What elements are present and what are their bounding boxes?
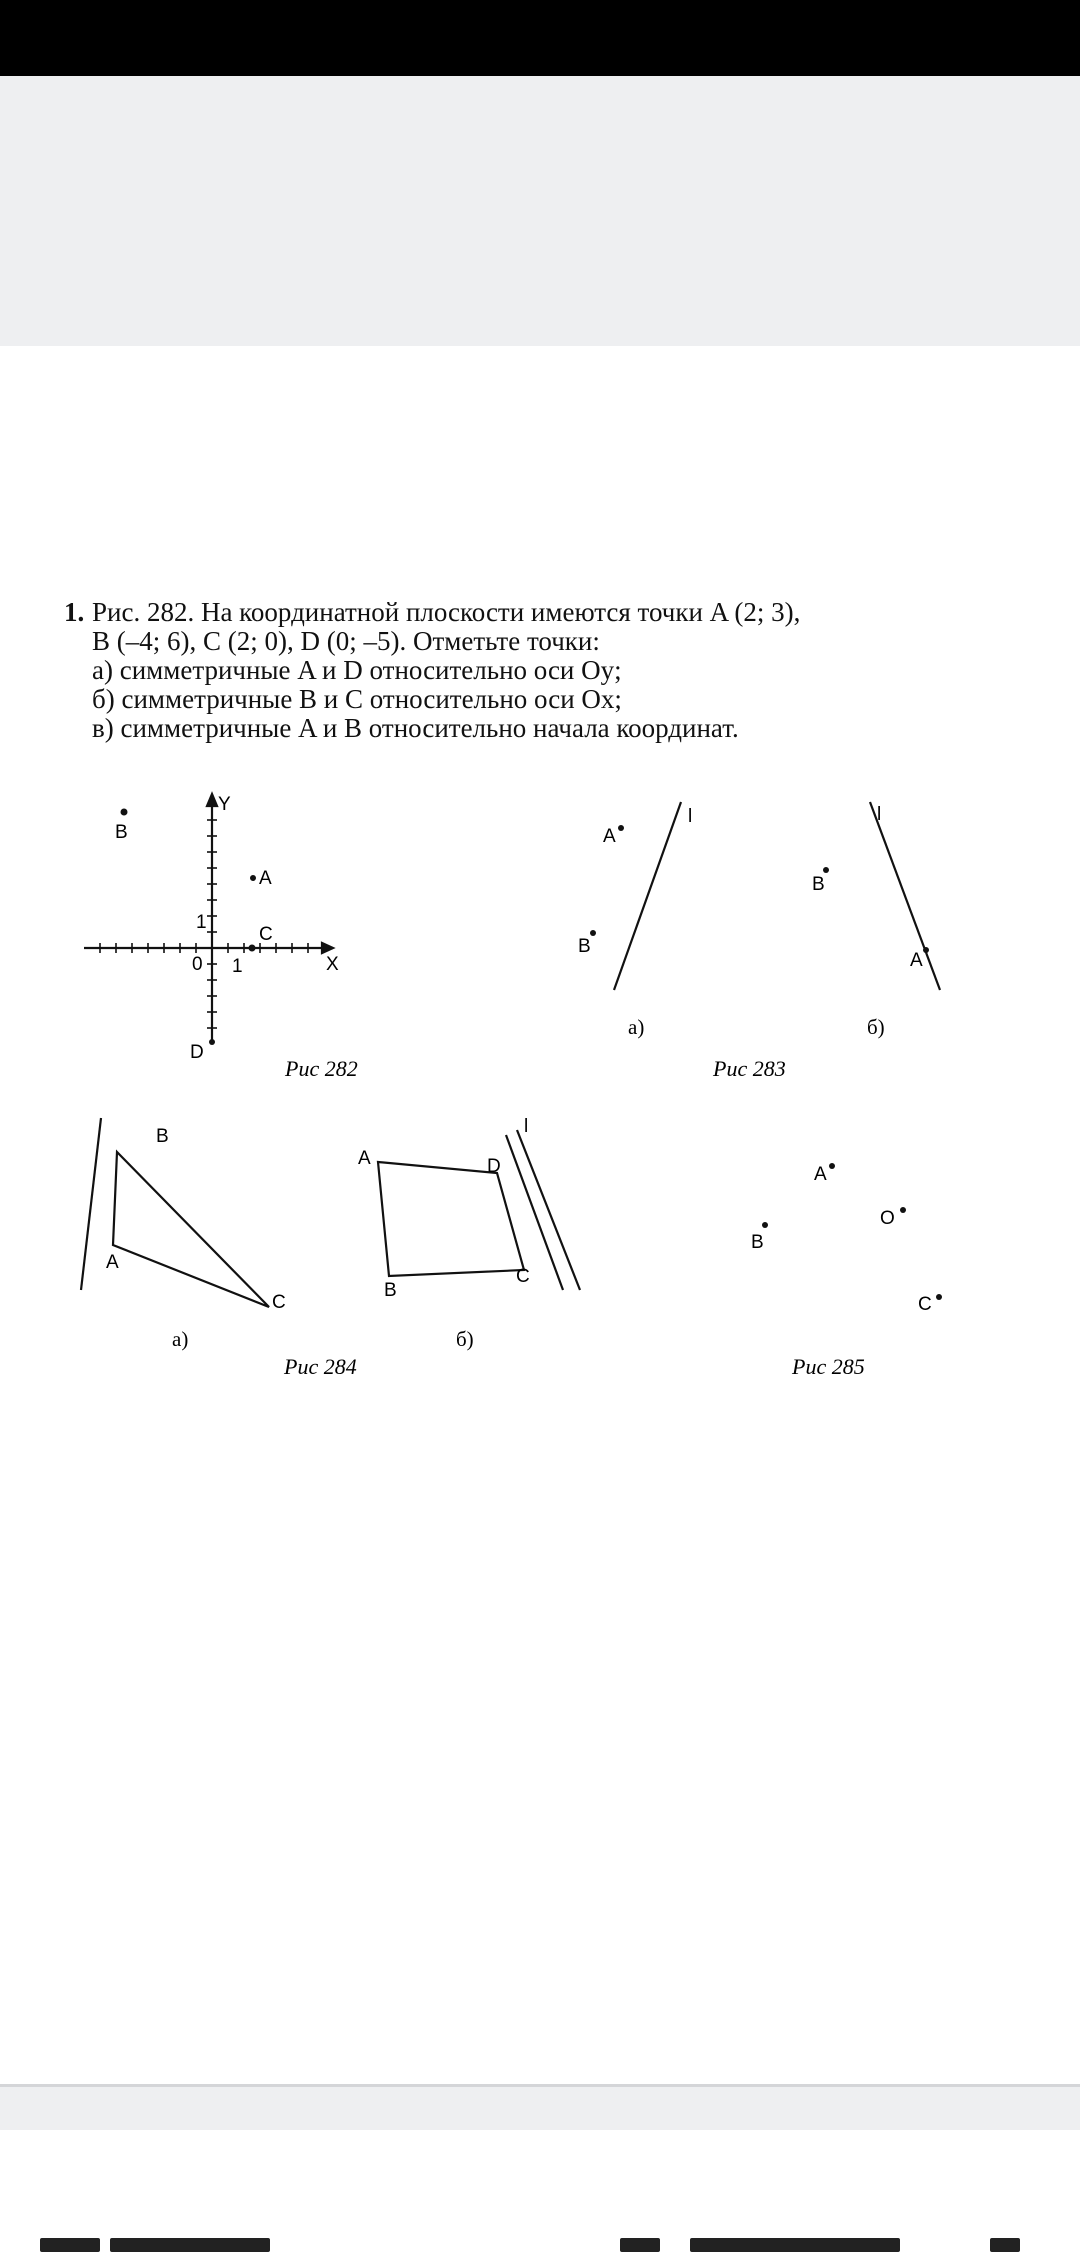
fig284-caption: Рис 284 bbox=[284, 1354, 357, 1379]
fig282-y-arrow bbox=[207, 794, 217, 806]
fig283-caption: Рис 283 bbox=[713, 1056, 786, 1081]
next-page-text-fragment bbox=[620, 2238, 660, 2252]
fig283b-label-a: A bbox=[910, 950, 923, 971]
fig284b-label-l: l bbox=[524, 1116, 529, 1137]
fig283a-point-b-dot bbox=[590, 930, 596, 936]
problem-line: б) симметричные B и C относительно оси Ox; bbox=[92, 684, 622, 714]
problem-line: B (–4; 6), C (2; 0), D (0; –5). Отметьте точки: bbox=[92, 626, 600, 656]
fig282-label-origin: 0 bbox=[192, 954, 203, 975]
fig282-label-c: C bbox=[259, 924, 273, 945]
fig282-label-b: B bbox=[115, 822, 128, 843]
fig284b-label-d: D bbox=[487, 1156, 501, 1177]
fig283a-label-a: A bbox=[603, 826, 616, 847]
fig282-label-d: D bbox=[190, 1042, 204, 1063]
fig283-sub-b: б) bbox=[867, 1015, 885, 1039]
fig284b-label-c: C bbox=[516, 1266, 530, 1287]
fig282-point-d-dot bbox=[209, 1039, 215, 1045]
problem-1 bbox=[64, 598, 1024, 743]
problem-line: а) симметричные A и D относительно оси Oy; bbox=[92, 655, 622, 685]
fig283a-label-b: B bbox=[578, 936, 591, 957]
fig282-point-c-dot bbox=[249, 945, 256, 952]
fig285-point-o-dot bbox=[900, 1207, 906, 1213]
fig285-label-c: C bbox=[918, 1294, 932, 1315]
next-page-text-fragment bbox=[990, 2238, 1020, 2252]
problem-line: в) симметричные A и B относительно начала координат. bbox=[92, 713, 739, 743]
fig284-sub-a: а) bbox=[172, 1327, 189, 1351]
fig282-point-b-dot bbox=[121, 809, 128, 816]
next-page-text-fragment bbox=[690, 2238, 900, 2252]
fig284-sub-b: б) bbox=[456, 1327, 474, 1351]
fig284b-label-a: A bbox=[358, 1148, 371, 1169]
fig284a-line-l bbox=[81, 1118, 101, 1290]
fig282-label-y: Y bbox=[218, 794, 231, 815]
fig284a-label-b: B bbox=[156, 1126, 169, 1147]
fig283a-line-l bbox=[614, 802, 681, 990]
fig285-point-c-dot bbox=[936, 1294, 942, 1300]
fig283a-point-a-dot bbox=[618, 825, 624, 831]
fig285-label-a: A bbox=[814, 1164, 827, 1185]
fig282-x-arrow bbox=[322, 943, 333, 953]
fig282-label-x: X bbox=[326, 954, 339, 975]
fig284b-line-l2 bbox=[506, 1135, 563, 1290]
fig283b-line-l bbox=[870, 802, 940, 990]
fig285-label-o: O bbox=[880, 1208, 895, 1229]
fig282-caption: Рис 282 bbox=[285, 1056, 358, 1081]
fig284a-label-c: C bbox=[272, 1292, 286, 1313]
fig282-label-unit-y: 1 bbox=[196, 912, 207, 933]
fig284b-label-b: B bbox=[384, 1280, 397, 1301]
fig283a-label-l: l bbox=[688, 806, 693, 827]
fig282-label-unit-x: 1 bbox=[232, 956, 243, 977]
page-divider bbox=[0, 2084, 1080, 2133]
status-bar bbox=[0, 0, 1080, 76]
next-page-text-fragment bbox=[110, 2238, 270, 2252]
fig285-point-a-dot bbox=[829, 1163, 835, 1169]
problem-number: 1. bbox=[64, 597, 85, 627]
next-page-text-fragment bbox=[40, 2238, 100, 2252]
fig283b-label-b: B bbox=[812, 874, 825, 895]
fig283b-label-l: l bbox=[877, 804, 882, 825]
fig285-point-b-dot bbox=[762, 1222, 768, 1228]
fig285-caption: Рис 285 bbox=[792, 1354, 865, 1379]
fig283-sub-a: а) bbox=[628, 1015, 645, 1039]
fig282-point-a-dot bbox=[250, 875, 256, 881]
fig283b-point-a-dot bbox=[923, 947, 929, 953]
problem-line: 1. Рис. 282. На координатной плоскости имеются точки A (2; 3), bbox=[64, 597, 801, 627]
figures-area bbox=[0, 780, 1080, 1400]
fig282-label-a: A bbox=[259, 868, 272, 889]
viewer-top-background bbox=[0, 76, 1080, 346]
fig284a-label-a: A bbox=[106, 1252, 119, 1273]
fig285-label-b: B bbox=[751, 1232, 764, 1253]
fig284a-triangle bbox=[113, 1152, 269, 1307]
figures-svg bbox=[0, 780, 1080, 1400]
fig283b-point-b-dot bbox=[823, 867, 829, 873]
fig284b-quad bbox=[378, 1162, 524, 1276]
